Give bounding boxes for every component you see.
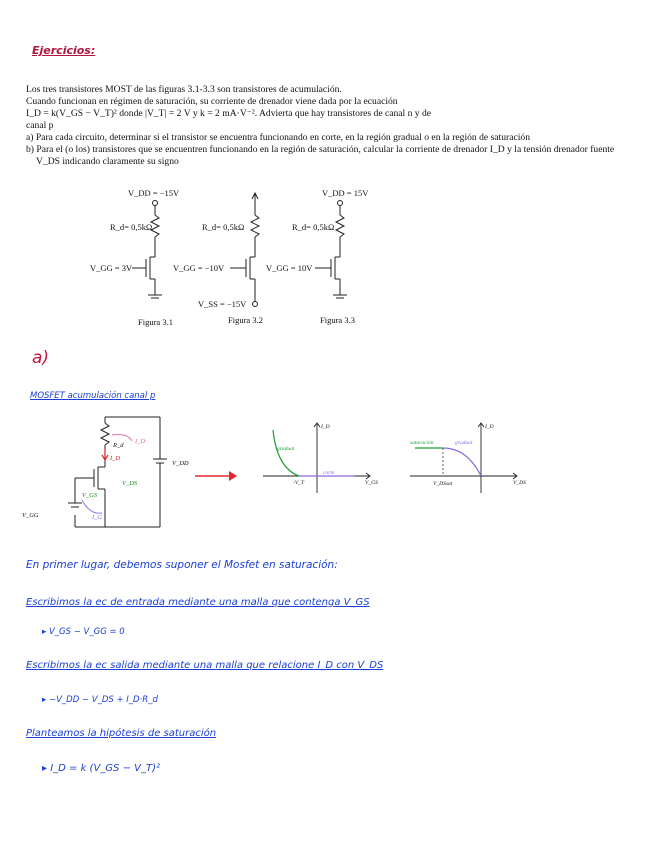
- handdrawn-circuit: [20, 405, 200, 540]
- fig1-rd: R_d= 0,5kΩ: [110, 222, 153, 232]
- red-arrow-icon: [193, 468, 238, 484]
- intro-line-2: Cuando funcionan en régimen de saturación, su corriente de drenador viene dada por la ecuación: [26, 96, 398, 107]
- intro-line-4: canal p: [26, 120, 54, 131]
- equation-2: ▸ −V_DD − V_DS + I_D·R_d: [42, 695, 158, 705]
- circuit-vgs: V_GS: [82, 492, 98, 499]
- circuit-rd: R_d: [113, 442, 124, 449]
- intro-line-3: I_D = k(V_GS − V_T)² donde |V_T| = 2 V y k = 2 mA·V⁻². Advierta que hay transistores de canal n y de: [26, 108, 432, 119]
- equation-3: ▸ I_D = k (V_GS − V_T)²: [42, 763, 160, 774]
- section-a-label: a): [32, 348, 50, 368]
- graph2-x-label: V_DS: [513, 480, 526, 486]
- fig3-vdd: V_DD = 15V: [322, 188, 369, 198]
- fig1-caption: Figura 3.1: [138, 317, 173, 327]
- circuit-ig: I_G: [92, 514, 103, 521]
- step-1-heading: Escribimos la ec de entrada mediante una malla que contenga V_GS: [26, 597, 370, 608]
- solution-intro-line: En primer lugar, debemos suponer el Mosfet en saturación:: [26, 559, 338, 571]
- item-a: a) Para cada circuito, determinar si el transistor se encuentra funcionando en corte, en la región gradual o en la región de saturación: [26, 132, 530, 143]
- step-2-heading: Escribimos la ec salida mediante una malla que relacione I_D con V_DS: [26, 660, 384, 671]
- graph-id-vds: [405, 418, 530, 498]
- exercise-title: Ejercicios:: [32, 44, 96, 57]
- graph1-x-label: V_GS: [365, 480, 378, 486]
- equation-1: ▸ V_GS − V_GG = 0: [42, 627, 125, 637]
- graph2-vsat: V_DSsat: [433, 481, 453, 487]
- fig2-rd: R_d= 0,5kΩ: [202, 222, 245, 232]
- fig1-vgg: V_GG = 3V: [90, 263, 133, 273]
- circuit-vgg: V_GG: [22, 512, 39, 519]
- item-b: b) Para el (o los) transistores que se encuentren funcionando en la región de saturación, calcular la corriente de drenador I_D y la tensión drenador fuente V_DS indicando claramente su signo: [26, 144, 615, 167]
- graph1-corte: corte: [323, 470, 335, 476]
- fig2-vgg: V_GG = −10V: [173, 263, 225, 273]
- problem-statement: [26, 84, 626, 168]
- fig3-caption: Figura 3.3: [320, 315, 355, 325]
- fig1-vdd: V_DD = −15V: [128, 188, 180, 198]
- graph2-saturacion: saturación: [410, 440, 434, 446]
- graph1-gradual: gradual: [277, 446, 295, 452]
- circuit-vds: V_DS: [122, 480, 138, 487]
- graph1-y-label: I_D: [321, 424, 330, 430]
- graph2-gradual: gradual: [455, 440, 473, 446]
- fig3-vgg: V_GG = 10V: [266, 263, 313, 273]
- circuit-id-arrow: I_D: [110, 455, 121, 462]
- solution-subtitle: MOSFET acumulación canal p: [30, 391, 156, 401]
- graph2-y-label: I_D: [485, 424, 494, 430]
- step-3-heading: Planteamos la hipótesis de saturación: [26, 728, 217, 739]
- intro-line-1: Los tres transistores MOST de las figuras 3.1-3.3 son transistores de acumulación.: [26, 84, 342, 95]
- fig3-rd: R_d= 0,5kΩ: [292, 222, 335, 232]
- graph-id-vgs: [255, 418, 380, 498]
- graph1-vt: -V_T: [293, 480, 304, 486]
- circuit-vdd: V_DD: [172, 460, 189, 467]
- fig2-caption: Figura 3.2: [228, 315, 263, 325]
- figures-diagram: [70, 183, 450, 331]
- fig2-vss: V_SS = −15V: [198, 299, 247, 309]
- circuit-id-label: I_D: [135, 438, 146, 445]
